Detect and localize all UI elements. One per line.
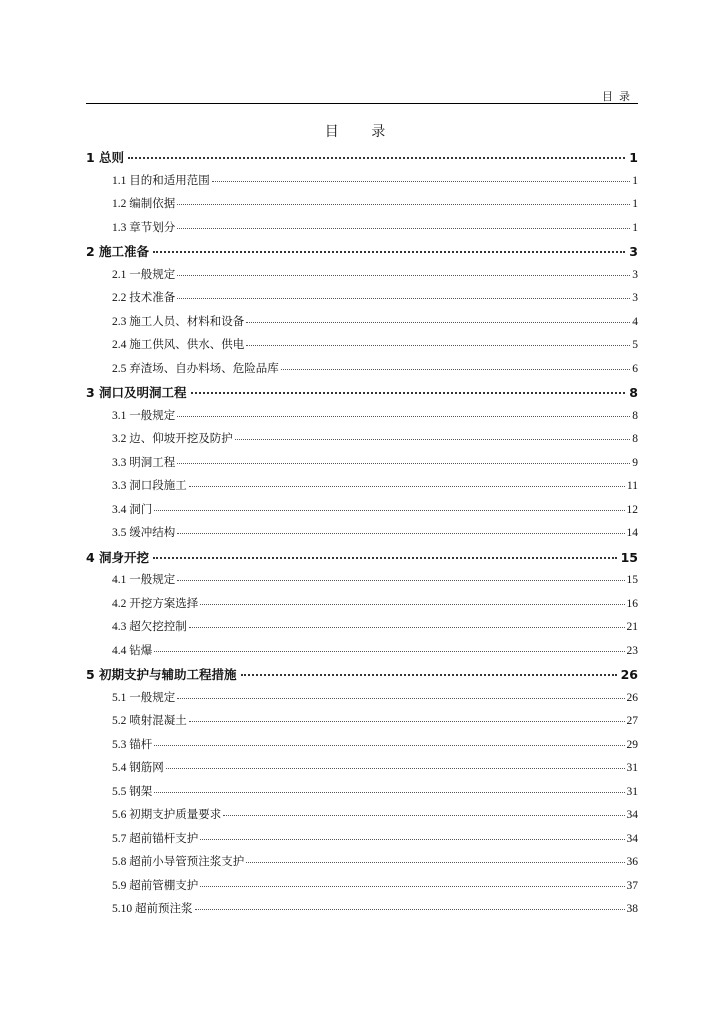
toc-entry-label: 3.5 缓冲结构 (112, 527, 176, 539)
toc-page-number: 16 (626, 597, 638, 610)
dot-leader (166, 768, 625, 769)
toc-section-entry[interactable] (86, 313, 638, 329)
toc-section-entry[interactable] (86, 736, 638, 752)
toc-entry-label: 5.8 超前小导管预注浆支护 (112, 856, 245, 868)
toc-entry-label: 2.1 一般规定 (112, 268, 176, 281)
dot-leader (189, 486, 625, 487)
dot-leader (191, 392, 626, 394)
toc-section-entry[interactable] (86, 571, 638, 587)
dot-leader (177, 416, 630, 417)
toc-entry-label: 3.3 洞口段施工 (112, 480, 187, 492)
dot-leader (154, 792, 624, 793)
dot-leader (246, 862, 624, 863)
toc-entry-label: 5.10 超前预注浆 (112, 903, 193, 915)
dot-leader (177, 463, 630, 464)
toc-entry-label: 1 总则 (86, 150, 125, 165)
toc-entry-label: 2.4 施工供风、供水、供电 (112, 339, 245, 351)
toc-entry-label: 3.2 边、仰坡开挖及防护 (112, 433, 233, 445)
toc-entry-label: 2.3 施工人员、材料和设备 (112, 315, 245, 328)
toc-page-number: 8 (632, 433, 638, 445)
dot-leader (246, 322, 630, 323)
dot-leader (154, 510, 624, 511)
toc-section-entry[interactable] (86, 266, 638, 282)
toc-title: 目 录 (324, 124, 400, 140)
toc-section-entry[interactable] (86, 360, 638, 376)
toc-section-entry[interactable] (86, 219, 638, 235)
dot-leader (223, 815, 624, 816)
toc-entry-label: 1.1 目的和适用范围 (112, 174, 210, 187)
toc-page-number: 11 (626, 480, 638, 492)
dot-leader (153, 557, 617, 559)
toc-section-entry[interactable] (86, 830, 638, 846)
toc-section-entry[interactable] (86, 172, 638, 188)
toc-section-entry[interactable] (86, 783, 638, 799)
toc-section-entry[interactable] (86, 759, 638, 775)
toc-entry-label: 4.2 开挖方案选择 (112, 597, 199, 610)
toc-section-entry[interactable] (86, 430, 638, 446)
toc-chapter-entry[interactable] (86, 148, 638, 168)
toc-entry-label: 3.1 一般规定 (112, 409, 176, 422)
toc-entry-label: 1.3 章节划分 (112, 221, 176, 234)
toc-page-number: 15 (620, 549, 638, 565)
dot-leader (177, 228, 630, 229)
toc-section-entry[interactable] (86, 477, 638, 493)
toc-chapter-entry[interactable] (86, 242, 638, 262)
toc-section-entry[interactable] (86, 336, 638, 352)
toc-page-number: 8 (629, 385, 638, 400)
dot-leader (177, 580, 624, 581)
toc-page-number: 29 (626, 738, 638, 751)
toc-entry-label: 5.4 钢筋网 (112, 762, 164, 774)
toc-page-number: 15 (626, 574, 638, 586)
dot-leader (177, 298, 630, 299)
toc-page-number: 31 (626, 762, 638, 774)
toc-page-number: 26 (626, 691, 638, 704)
dot-leader (235, 439, 631, 440)
toc-section-entry[interactable] (86, 853, 638, 869)
toc-page-number: 34 (626, 832, 638, 845)
dot-leader (154, 745, 624, 746)
toc-entry-label: 3 洞口及明洞工程 (86, 385, 187, 400)
toc-page-number: 6 (632, 362, 638, 375)
dot-leader (177, 204, 630, 205)
toc-section-entry[interactable] (86, 454, 638, 470)
dot-leader (195, 909, 625, 910)
dot-leader (281, 369, 631, 370)
toc-page-number: 1 (632, 221, 638, 234)
toc-page-number: 8 (632, 409, 638, 422)
toc-section-entry[interactable] (86, 877, 638, 893)
toc-page-number: 3 (629, 244, 638, 259)
toc-entry-label: 2.2 技术准备 (112, 292, 176, 304)
toc-page-number: 26 (620, 667, 638, 682)
toc-page-number: 1 (632, 174, 638, 187)
toc-section-entry[interactable] (86, 524, 638, 540)
dot-leader (200, 604, 624, 605)
toc-entry-label: 5.2 喷射混凝土 (112, 715, 187, 727)
toc-page-number: 3 (632, 268, 638, 281)
toc-page-number: 4 (632, 315, 638, 328)
toc-page-number: 21 (626, 621, 638, 633)
toc-entry-label: 4 洞身开挖 (86, 549, 150, 565)
toc-entry-label: 5.9 超前管棚支护 (112, 879, 199, 892)
toc-page-number: 23 (626, 644, 638, 657)
toc-page-number: 9 (632, 456, 638, 469)
toc-section-entry[interactable] (86, 712, 638, 728)
toc-chapter-entry[interactable] (86, 383, 638, 403)
toc-entry-label: 5.6 初期支护质量要求 (112, 809, 222, 821)
dot-leader (153, 251, 625, 253)
toc-section-entry[interactable] (86, 618, 638, 634)
dot-leader (200, 886, 624, 887)
dot-leader (212, 181, 631, 182)
toc-page-number: 37 (626, 879, 638, 892)
toc-chapter-entry[interactable] (86, 548, 638, 568)
dot-leader (246, 345, 630, 346)
toc-section-entry[interactable] (86, 900, 638, 916)
toc-section-entry[interactable] (86, 642, 638, 658)
dot-leader (177, 533, 624, 534)
toc-entry-label: 5.3 锚杆 (112, 738, 153, 751)
toc-page-number: 14 (626, 527, 638, 539)
toc-page-number: 5 (632, 339, 638, 351)
toc-page-number: 12 (626, 503, 638, 516)
toc-section-entry[interactable] (86, 806, 638, 822)
toc-entry-label: 3.3 明洞工程 (112, 456, 176, 469)
toc-page-number: 38 (626, 903, 638, 915)
toc-entry-label: 1.2 编制依据 (112, 198, 176, 210)
toc-page-number: 27 (626, 715, 638, 727)
dot-leader (189, 721, 625, 722)
toc-entry-label: 5.1 一般规定 (112, 691, 176, 704)
toc-page-number: 31 (626, 785, 638, 798)
dot-leader (200, 839, 624, 840)
dot-leader (177, 698, 624, 699)
toc-entry-label: 5.7 超前锚杆支护 (112, 832, 199, 845)
toc-entry-label: 2.5 弃渣场、自办料场、危险品库 (112, 362, 279, 375)
toc-page-number: 1 (632, 198, 638, 210)
toc-page-number: 1 (629, 150, 638, 165)
toc-entry-label: 3.4 洞门 (112, 503, 153, 516)
toc-section-entry[interactable] (86, 195, 638, 211)
toc-section-entry[interactable] (86, 595, 638, 611)
toc-section-entry[interactable] (86, 407, 638, 423)
running-header: 目录 (602, 90, 636, 103)
toc-page-number: 36 (626, 856, 638, 868)
toc-chapter-entry[interactable] (86, 665, 638, 685)
toc-entry-label: 5 初期支护与辅助工程措施 (86, 667, 237, 682)
toc-section-entry[interactable] (86, 501, 638, 517)
toc-entry-label: 5.5 钢架 (112, 785, 153, 798)
dot-leader (177, 275, 630, 276)
toc-page-number: 34 (626, 809, 638, 821)
dot-leader (241, 674, 617, 676)
dot-leader (128, 157, 625, 159)
toc-entry-label: 2 施工准备 (86, 244, 150, 259)
toc-entry-label: 4.4 钻爆 (112, 644, 153, 657)
toc-entry-label: 4.3 超欠挖控制 (112, 621, 187, 633)
dot-leader (189, 627, 625, 628)
toc-entry-label: 4.1 一般规定 (112, 574, 176, 586)
toc-section-entry[interactable] (86, 689, 638, 705)
dot-leader (154, 651, 624, 652)
header-rule (86, 103, 638, 104)
toc-page-number: 3 (632, 292, 638, 304)
toc-section-entry[interactable] (86, 289, 638, 305)
